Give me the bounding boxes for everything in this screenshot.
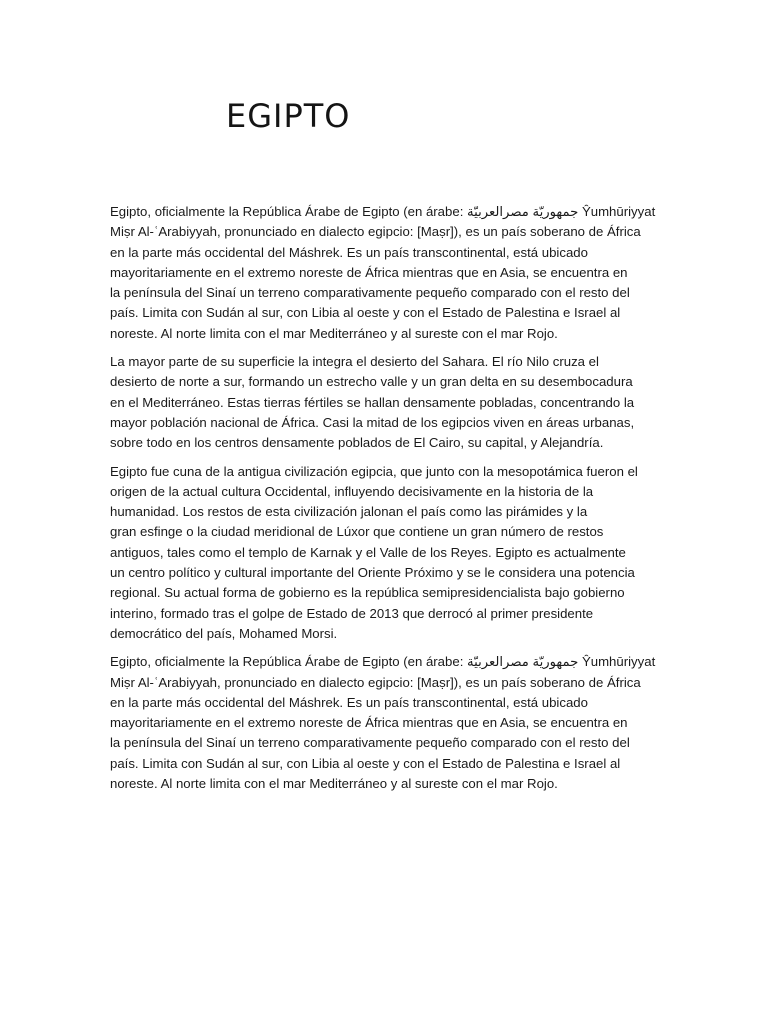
paragraph-intro-repeat	[110, 652, 670, 794]
text-line: país. Limita con Sudán al sur, con Libia al oeste y con el Estado de Palestina e Israel al	[110, 755, 621, 771]
text-line: país. Limita con Sudán al sur, con Libia al oeste y con el Estado de Palestina e Israel al	[110, 305, 621, 321]
document-body	[110, 202, 670, 802]
text-line: en la parte más occidental del Máshrek. Es un país transcontinental, está ubicado	[110, 694, 588, 710]
text-line: desierto de norte a sur, formando un estrecho valle y un gran delta en su desembocadura	[110, 374, 633, 390]
text-line: Miṣr Al-ʿArabiyyah, pronunciado en dialecto egipcio: [Maṣr]), es un país soberano de África	[110, 674, 641, 690]
text-line: mayoritariamente en el extremo noreste de África mientras que en Asia, se encuentra en	[110, 264, 628, 280]
text-line: regional. Su actual forma de gobierno es la república semipresidencialista bajo gobierno	[110, 585, 625, 601]
text-line: noreste. Al norte limita con el mar Mediterráneo y al sureste con el mar Rojo.	[110, 325, 558, 341]
paragraph-history	[110, 462, 670, 645]
text-line: la península del Sinaí un terreno comparativamente pequeño comparado con el resto del	[110, 735, 630, 751]
paragraph-geography	[110, 352, 670, 453]
text-line: democrático del país, Mohamed Morsi.	[110, 625, 338, 641]
text-line: Egipto, oficialmente la República Árabe de Egipto (en árabe: جمهوريّة مصرالعربيّة Ŷumhūriyyat	[110, 204, 656, 219]
text-line: antiguos, tales como el templo de Karnak y el Valle de los Reyes. Egipto es actualmente	[110, 544, 626, 560]
text-line: noreste. Al norte limita con el mar Mediterráneo y al sureste con el mar Rojo.	[110, 776, 558, 792]
text-line: mayor población nacional de África. Casi la mitad de los egipcios viven en áreas urbanas,	[110, 414, 635, 430]
text-line: La mayor parte de su superficie la integra el desierto del Sahara. El río Nilo cruza el	[110, 354, 599, 370]
text-line: en la parte más occidental del Máshrek. Es un país transcontinental, está ubicado	[110, 244, 588, 260]
text-line: gran esfinge o la ciudad meridional de Lúxor que contiene un gran número de restos	[110, 524, 604, 540]
text-line: interino, formado tras el golpe de Estado de 2013 que derrocó al primer presidente	[110, 605, 594, 621]
text-line: en el Mediterráneo. Estas tierras fértiles se hallan densamente pobladas, concentrando la	[110, 394, 635, 410]
text-line: la península del Sinaí un terreno comparativamente pequeño comparado con el resto del	[110, 285, 630, 301]
text-line: Egipto, oficialmente la República Árabe de Egipto (en árabe: جمهوريّة مصرالعربيّة Ŷumhūriyyat	[110, 654, 656, 670]
text-line: un centro político y cultural importante del Oriente Próximo y se le considera una potencia	[110, 565, 635, 581]
text-line: mayoritariamente en el extremo noreste de África mientras que en Asia, se encuentra en	[110, 715, 628, 731]
text-line: humanidad. Los restos de esta civilización jalonan el país como las pirámides y la	[110, 504, 588, 520]
text-line: origen de la actual cultura Occidental, influyendo decisivamente en la historia de la	[110, 483, 594, 499]
paragraph-intro	[110, 202, 670, 344]
text-line: Miṣr Al-ʿArabiyyah, pronunciado en dialecto egipcio: [Maṣr]), es un país soberano de África	[110, 224, 641, 240]
document-title: EGIPTO	[226, 97, 351, 135]
text-line: sobre todo en los centros densamente poblados de El Cairo, su capital, y Alejandría.	[110, 435, 604, 451]
text-line: Egipto fue cuna de la antigua civilización egipcia, que junto con la mesopotámica fueron el	[110, 463, 638, 479]
